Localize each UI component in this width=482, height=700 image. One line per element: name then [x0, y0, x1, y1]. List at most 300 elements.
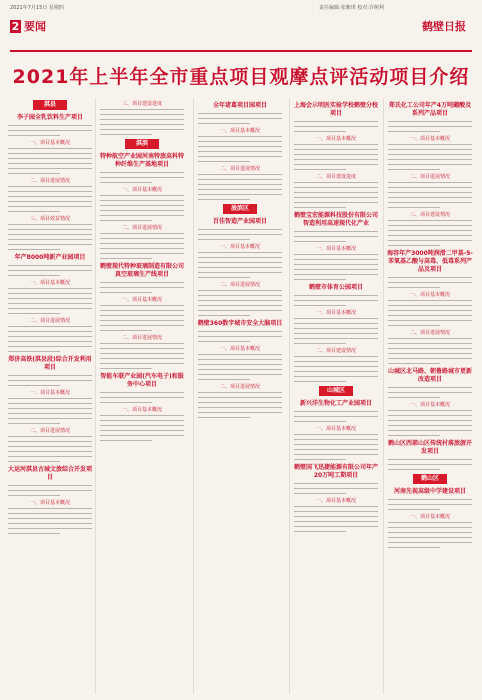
text-line [100, 402, 152, 403]
text-line [388, 315, 472, 316]
text-line [198, 359, 282, 360]
text-line [198, 146, 282, 147]
text-line [198, 379, 250, 380]
subsection-heading: 一、项目基本概况 [409, 136, 450, 142]
project-title: 年产8000吨新产业园项目 [14, 254, 86, 261]
subsection-heading: 二、项目进展情况 [409, 330, 450, 336]
text-line [198, 174, 282, 175]
project-title: 鹤壁国飞迅捷能源有限公司年产20万吨工期项目 [293, 464, 378, 479]
subsection-heading: 二、项目建设情况 [315, 348, 356, 354]
column-divider [289, 98, 290, 694]
text-line [388, 509, 440, 510]
subsection-heading: 三、项目效益情况 [29, 216, 70, 222]
text-line [388, 220, 472, 221]
text-line [388, 397, 440, 398]
text-line [8, 293, 92, 294]
masthead [0, 12, 482, 42]
text-line [100, 392, 184, 393]
body-text-block [294, 483, 378, 494]
body-text-block [8, 125, 92, 136]
text-line [100, 353, 184, 354]
body-text-block [8, 186, 92, 212]
body-text-block [294, 121, 378, 132]
body-text-block [8, 288, 92, 314]
text-line [8, 244, 92, 245]
text-line [294, 338, 378, 339]
text-line [294, 333, 378, 334]
section-title: 要闻 [24, 20, 46, 33]
text-line [100, 177, 184, 178]
text-line [8, 163, 92, 164]
text-line [8, 125, 92, 126]
subsection-heading: 一、项目基本概况 [219, 128, 260, 134]
text-line [8, 224, 92, 225]
text-line [294, 236, 378, 237]
issue-date: 2021年7月15日 星期四 [10, 5, 64, 11]
column-divider [193, 98, 194, 694]
text-line [388, 207, 440, 208]
text-line [198, 412, 282, 413]
text-line [8, 234, 92, 235]
text-line [8, 341, 92, 342]
text-line [100, 440, 152, 441]
text-line [198, 161, 250, 162]
text-line [294, 449, 378, 450]
text-line [8, 275, 60, 276]
text-line [100, 358, 184, 359]
subsection-heading: 一、项目基本概况 [121, 407, 162, 413]
text-line [294, 131, 346, 132]
text-line [294, 459, 346, 460]
text-line [198, 417, 250, 418]
text-line [8, 168, 92, 169]
body-text-block [198, 136, 282, 162]
text-line [100, 205, 184, 206]
text-line [198, 189, 282, 190]
text-line [388, 532, 472, 533]
text-line [388, 230, 472, 231]
body-text-block [100, 415, 184, 441]
article-column [98, 98, 186, 694]
text-line [8, 249, 60, 250]
subsection-heading: 一、项目基本概况 [409, 292, 450, 298]
text-line [8, 186, 92, 187]
masthead-rule [10, 50, 472, 52]
text-line [100, 368, 152, 369]
text-line [100, 233, 184, 234]
subsection-heading: 一、项目基本概况 [315, 310, 356, 316]
body-text-block [294, 411, 378, 422]
project-title: 李子园全乳饮料生产项目 [16, 114, 83, 121]
project-title: 海容年产3000吨润滑二甲基-5-苯氧基乙酸与高毒、低毒系列产品及项目 [387, 250, 473, 273]
text-line [388, 320, 472, 321]
text-line [294, 274, 378, 275]
text-line [388, 159, 472, 160]
text-line [388, 154, 472, 155]
text-line [100, 258, 152, 259]
subsection-heading: 二、项目进展情况 [29, 178, 70, 184]
text-line [198, 295, 282, 296]
text-line [8, 135, 60, 136]
body-text-block [388, 499, 472, 510]
body-text-block [8, 265, 92, 276]
text-line [8, 490, 92, 491]
text-line [8, 413, 92, 414]
text-line [8, 270, 92, 271]
subsection-heading: 二、项目进展情况 [219, 282, 260, 288]
text-line [294, 506, 378, 507]
text-line [294, 434, 378, 435]
text-line [388, 353, 472, 354]
text-line [100, 310, 184, 311]
text-line [294, 295, 378, 296]
text-line [198, 257, 282, 258]
body-text-block [198, 354, 282, 380]
text-line [8, 298, 92, 299]
text-line [294, 366, 378, 367]
text-line [8, 385, 60, 386]
text-line [294, 207, 346, 208]
text-line [294, 361, 378, 362]
text-line [388, 164, 472, 165]
subsection-heading: 一、项目基本概况 [29, 390, 70, 396]
text-line [198, 310, 282, 311]
text-line [388, 305, 472, 306]
project-title: 鹤壁现代特种玻璃制造有限公司真空玻璃生产线项目 [99, 263, 184, 278]
text-line [294, 483, 378, 484]
text-line [294, 300, 378, 301]
body-text-block [388, 277, 472, 288]
subsection-heading: 二、项目进展情况 [121, 225, 162, 231]
text-line [388, 225, 472, 226]
text-line [100, 320, 184, 321]
text-line [388, 343, 472, 344]
text-line [8, 288, 92, 289]
text-line [388, 192, 472, 193]
text-line [388, 126, 472, 127]
text-line [388, 459, 472, 460]
text-line [8, 456, 92, 457]
text-line [198, 336, 282, 337]
text-line [100, 282, 184, 283]
text-line [198, 156, 282, 157]
editor-credits: 责任编辑:张紫琪 校对:许树利 [319, 5, 384, 11]
body-text-block [294, 231, 378, 242]
text-line [294, 202, 378, 203]
text-line [8, 201, 92, 202]
subsection-heading: 一、项目基本概况 [121, 297, 162, 303]
text-line [294, 159, 378, 160]
text-line [294, 126, 378, 127]
project-title: 河南先视高级中学建设项目 [393, 488, 466, 495]
text-line [8, 158, 92, 159]
body-text-block [294, 254, 378, 280]
body-text-block [388, 121, 472, 132]
text-line [388, 131, 440, 132]
text-line [100, 315, 184, 316]
text-line [8, 380, 92, 381]
text-line [198, 239, 250, 240]
text-line [294, 323, 378, 324]
text-line [388, 387, 472, 388]
text-line [8, 446, 92, 447]
body-text-block [100, 109, 184, 135]
project-title: 新兴洋生物化工产业园项目 [299, 400, 372, 407]
project-title: 鹤山区西部山区传统村落旅游开发项目 [387, 440, 472, 455]
project-title: 山城区北马路、朝鲁路城市更新改造项目 [387, 368, 472, 383]
text-line [100, 200, 184, 201]
text-line [388, 430, 472, 431]
text-line [294, 371, 378, 372]
logo-text: 鹤壁日报 [422, 20, 466, 33]
body-text-block [100, 172, 184, 183]
text-line [198, 272, 282, 273]
text-line [198, 136, 282, 137]
article-column [386, 98, 474, 694]
subsection-heading: 一、项目基本概况 [29, 140, 70, 146]
text-line [388, 415, 472, 416]
text-line [100, 420, 184, 421]
text-line [100, 215, 184, 216]
text-line [8, 436, 92, 437]
text-line [198, 305, 282, 306]
text-line [8, 523, 92, 524]
text-line [8, 518, 92, 519]
subsection-heading: 一、项目基本概况 [121, 187, 162, 193]
text-line [198, 262, 282, 263]
project-title: 鹤壁宝宏能源科技股份有限公司智造利用高速现代化产业 [293, 212, 378, 227]
text-line [388, 325, 440, 326]
text-line [100, 172, 184, 173]
text-line [8, 191, 92, 192]
text-line [100, 435, 184, 436]
text-line [388, 277, 472, 278]
project-title: 鹤壁360数字城市安全大脑项目 [197, 320, 283, 327]
text-line [388, 149, 472, 150]
text-line [294, 381, 346, 382]
project-title: 郑济高铁(淇县段)综合开发利用项目 [8, 356, 92, 371]
body-text-block [8, 508, 92, 534]
text-line [388, 425, 472, 426]
body-text-block [388, 522, 472, 548]
page-headline: 2021年上半年全市重点项目观摩点评活动项目介绍 [12, 66, 470, 88]
text-line [198, 341, 250, 342]
body-text-block [294, 182, 378, 208]
text-line [294, 192, 378, 193]
body-text-block [294, 318, 378, 344]
text-line [8, 403, 92, 404]
text-line [100, 243, 184, 244]
district-tag: 鹤山区 [413, 474, 447, 484]
text-line [294, 531, 346, 532]
subsection-heading: 一、项目基本概况 [315, 246, 356, 252]
text-line [8, 173, 60, 174]
text-line [198, 123, 250, 124]
text-line [294, 305, 346, 306]
text-line [198, 229, 282, 230]
body-text-block [8, 398, 92, 424]
text-line [8, 533, 60, 534]
text-line [294, 411, 378, 412]
subsection-heading: 二、项目建设进度 [315, 174, 356, 180]
text-line [100, 114, 184, 115]
text-line [100, 415, 184, 416]
text-line [198, 300, 282, 301]
text-line [8, 495, 60, 496]
text-line [100, 425, 184, 426]
project-title: 百佳智造产业园项目 [212, 218, 267, 225]
text-line [294, 454, 378, 455]
text-line [388, 542, 472, 543]
subsection-heading: 三、项目建设进度 [121, 101, 162, 107]
subsection-heading: 二、项目进展情况 [219, 166, 260, 172]
text-line [100, 397, 184, 398]
text-line [8, 461, 60, 462]
body-text-block [388, 387, 472, 398]
text-line [388, 420, 472, 421]
text-line [294, 511, 378, 512]
text-line [100, 292, 152, 293]
body-text-block [388, 182, 472, 208]
body-text-block [8, 326, 92, 352]
body-text-block [100, 282, 184, 293]
body-text-block [198, 290, 282, 316]
text-line [388, 410, 472, 411]
text-line [8, 308, 92, 309]
body-text-block [198, 113, 282, 124]
subsection-heading: 三、项目建设情况 [409, 212, 450, 218]
text-line [198, 267, 282, 268]
subsection-heading: 一、项目基本概况 [315, 426, 356, 432]
text-line [8, 398, 92, 399]
text-line [8, 346, 92, 347]
text-line [388, 504, 472, 505]
text-line [294, 343, 346, 344]
body-text-block [388, 459, 472, 470]
text-line [198, 151, 282, 152]
text-line [388, 310, 472, 311]
district-tag: 浚滨区 [223, 204, 257, 214]
text-line [388, 169, 440, 170]
text-line [294, 439, 378, 440]
text-line [100, 182, 152, 183]
text-line [294, 356, 378, 357]
project-title: 智能车联产业园(汽车电子)和服务中心项目 [100, 373, 184, 388]
body-text-block [388, 338, 472, 364]
text-line [8, 528, 92, 529]
text-line [198, 364, 282, 365]
text-line [198, 199, 250, 200]
subsection-heading: 一、项目基本概况 [219, 346, 260, 352]
text-line [294, 187, 378, 188]
text-line [100, 305, 184, 306]
text-line [100, 248, 184, 249]
text-line [294, 231, 378, 232]
subsection-heading: 二、项目进展情况 [121, 335, 162, 341]
text-line [388, 358, 472, 359]
top-info-bar [10, 4, 472, 12]
text-line [198, 397, 282, 398]
text-line [294, 269, 378, 270]
text-line [8, 408, 92, 409]
text-line [388, 245, 440, 246]
text-line [294, 149, 378, 150]
text-line [388, 363, 440, 364]
text-line [294, 488, 378, 489]
body-text-block [100, 233, 184, 259]
body-text-block [388, 220, 472, 246]
text-line [100, 363, 184, 364]
text-line [198, 331, 282, 332]
text-line [100, 220, 152, 221]
article-column [196, 98, 284, 694]
text-line [198, 234, 282, 235]
text-line [198, 374, 282, 375]
text-line [198, 290, 282, 291]
text-line [8, 508, 92, 509]
text-line [100, 343, 184, 344]
text-line [100, 253, 184, 254]
text-line [294, 279, 346, 280]
text-line [198, 392, 282, 393]
text-line [100, 134, 152, 135]
text-line [8, 313, 60, 314]
body-text-block [294, 295, 378, 306]
text-line [100, 119, 184, 120]
subsection-heading: 一、项目基本概况 [29, 500, 70, 506]
text-line [388, 300, 472, 301]
text-line [8, 239, 92, 240]
text-line [100, 109, 184, 110]
text-line [388, 392, 472, 393]
text-line [8, 148, 92, 149]
text-line [198, 354, 282, 355]
text-line [388, 435, 440, 436]
article-column [292, 98, 380, 694]
text-line [388, 197, 472, 198]
text-line [388, 464, 472, 465]
text-line [198, 118, 282, 119]
text-line [388, 522, 472, 523]
text-line [8, 331, 92, 332]
body-text-block [294, 506, 378, 532]
page-number-badge: 2 [11, 20, 20, 33]
text-line [294, 154, 378, 155]
text-line [294, 516, 378, 517]
text-line [294, 318, 378, 319]
text-line [294, 444, 378, 445]
text-line [8, 206, 92, 207]
text-line [294, 241, 346, 242]
text-line [294, 328, 378, 329]
subsection-heading: 一、项目基本概况 [315, 136, 356, 142]
district-tag: 淇县 [33, 100, 67, 110]
text-line [294, 264, 378, 265]
body-text-block [8, 224, 92, 250]
text-line [388, 144, 472, 145]
text-line [8, 351, 60, 352]
subsection-heading: 一、项目基本概况 [409, 402, 450, 408]
text-line [198, 369, 282, 370]
project-title: 鹤壁市体育公园项目 [308, 284, 363, 291]
article-column [6, 98, 94, 694]
text-line [294, 416, 378, 417]
text-line [294, 164, 378, 165]
text-line [294, 182, 378, 183]
text-line [388, 187, 472, 188]
text-line [294, 121, 378, 122]
text-line [8, 423, 60, 424]
